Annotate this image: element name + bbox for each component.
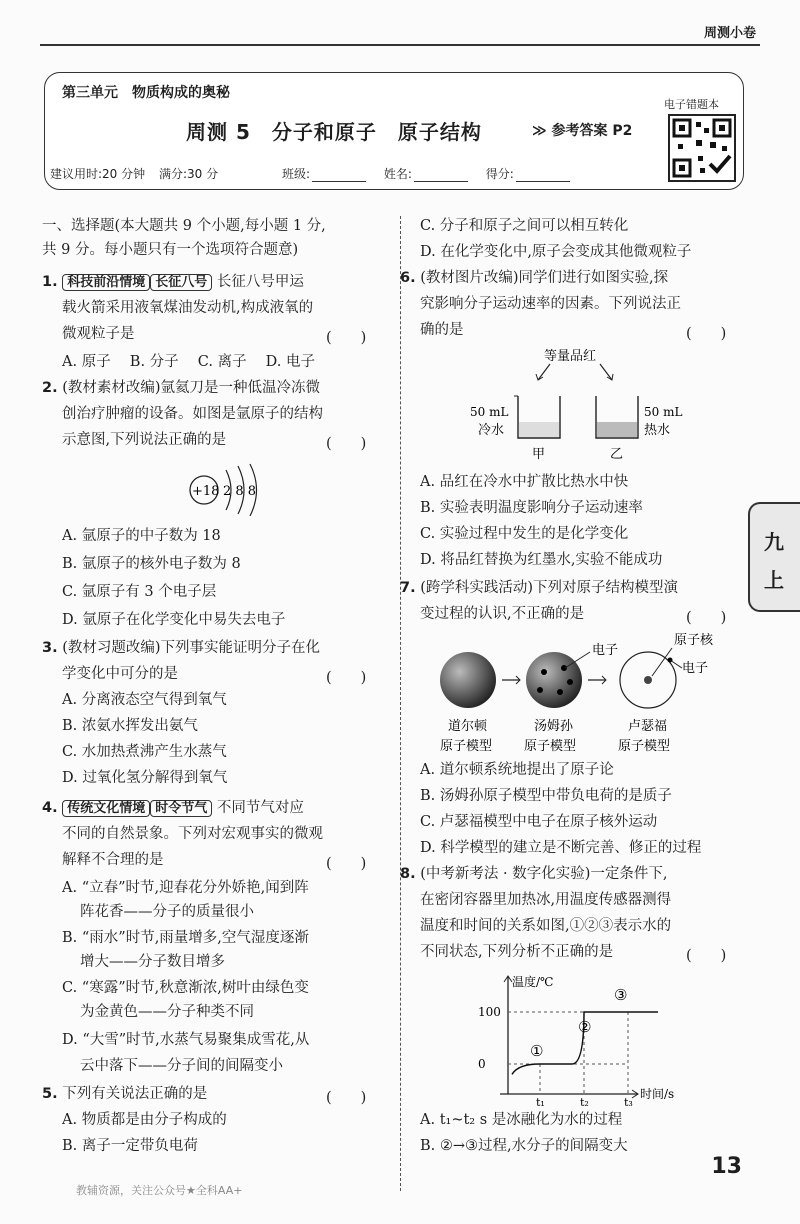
q7-line1: (跨学科实践活动)下列对原子结构模型演: [420, 580, 679, 596]
class-field[interactable]: [312, 170, 366, 182]
q8-option-b[interactable]: B. ②→③过程,水分子的间隔变大: [420, 1138, 628, 1154]
q2-option-d[interactable]: D. 氩原子在化学变化中易失去电子: [62, 612, 286, 628]
q4-option-d-line2: 云中落下——分子间的间隔变小: [80, 1058, 283, 1074]
q3-option-c[interactable]: C. 水加热煮沸产生水蒸气: [62, 744, 227, 760]
q6-number: 6.: [400, 270, 416, 286]
atomic-models-diagram: [420, 628, 720, 756]
q3-answer-blank[interactable]: ( ): [326, 670, 367, 686]
q1-tag-topic: 长征八号: [150, 274, 212, 291]
grade-side-tab: [748, 502, 800, 612]
q7-number: 7.: [400, 580, 416, 596]
dalton-model-label: 原子模型: [440, 739, 493, 754]
q7-option-d[interactable]: D. 科学模型的建立是不断完善、修正的过程: [420, 840, 702, 856]
question-2-line1: [42, 378, 320, 398]
q4-tag-topic: 时令节气: [150, 800, 212, 817]
right-volume-label: 50 mL: [644, 405, 683, 419]
q7-answer-blank[interactable]: ( ): [686, 610, 727, 626]
question-3-line1: [42, 638, 320, 658]
q2-number: 2.: [42, 380, 58, 396]
qr-code-icon[interactable]: [668, 114, 736, 182]
chart-y-tick-label: 100: [478, 1005, 501, 1019]
q3-option-b[interactable]: B. 浓氨水挥发出氨气: [62, 718, 198, 734]
chart-state-marker: ①: [530, 1042, 544, 1060]
q4-number: 4.: [42, 800, 58, 816]
beaker-jia-label: 甲: [532, 447, 546, 462]
q1-options[interactable]: A. 原子 B. 分子 C. 离子 D. 电子: [62, 354, 316, 370]
q1-line2: 载火箭采用液氧煤油发动机,构成液氧的: [62, 300, 314, 316]
q6-option-c[interactable]: C. 实验过程中发生的是化学变化: [420, 526, 629, 542]
q8-line1: (中考新考法 · 数字化实验)一定条件下,: [420, 866, 668, 882]
q8-number: 8.: [400, 866, 416, 882]
unit-title: 第三单元 物质构成的奥秘: [62, 85, 230, 101]
chart-x-label: 时间/s: [640, 1087, 675, 1101]
q4-tag-context: 传统文化情境: [62, 800, 150, 817]
q8-answer-blank[interactable]: ( ): [686, 948, 727, 964]
section-heading-line1: 一、选择题(本大题共 9 个小题,每小题 1 分,: [42, 218, 326, 234]
q8-option-a[interactable]: A. t₁~t₂ s 是冰融化为水的过程: [420, 1112, 623, 1128]
diffusion-experiment-diagram: [470, 346, 700, 466]
q5-answer-blank[interactable]: ( ): [326, 1090, 367, 1106]
points-field[interactable]: [516, 170, 570, 182]
chart-state-marker: ②: [578, 1018, 592, 1036]
q1-line3: 微观粒子是: [62, 326, 135, 342]
q2-line2: 创治疗肿瘤的设备。如图是氩原子的结构: [62, 406, 323, 422]
question-7-line1: [400, 578, 678, 598]
q7-option-a[interactable]: A. 道尔顿系统地提出了原子论: [420, 762, 614, 778]
q6-answer-blank[interactable]: ( ): [686, 326, 727, 342]
name-field[interactable]: [414, 170, 468, 182]
cold-water-label: 冷水: [478, 423, 505, 438]
q5-option-b[interactable]: B. 离子一定带负电荷: [62, 1138, 198, 1154]
q6-option-b[interactable]: B. 实验表明温度影响分子运动速率: [420, 500, 643, 516]
q4-option-c-line2: 为金黄色——分子种类不同: [80, 1004, 254, 1020]
argon-nucleus-label: +18: [192, 484, 220, 499]
class-label: 班级:: [281, 167, 310, 181]
q1-line1: 长征八号甲运: [216, 274, 304, 290]
dalton-label: 道尔顿: [448, 719, 488, 734]
q2-option-b[interactable]: B. 氩原子的核外电子数为 8: [62, 556, 241, 572]
hot-water-label: 热水: [644, 423, 671, 438]
chart-y-tick-label: 0: [478, 1057, 486, 1071]
chart-x-tick-label: t₁: [536, 1096, 545, 1106]
q4-option-a-line2: 阵花香——分子的质量很小: [80, 904, 254, 920]
nucleus-label: 原子核: [674, 633, 714, 648]
q2-option-c[interactable]: C. 氩原子有 3 个电子层: [62, 584, 217, 600]
left-volume-label: 50 mL: [470, 405, 509, 419]
thomson-model-label: 原子模型: [524, 739, 577, 754]
q6-option-d[interactable]: D. 将品红替换为红墨水,实验不能成功: [420, 552, 663, 568]
chart-x-tick-label: t₂: [580, 1096, 589, 1106]
footer-watermark: 教辅资源，关注公众号★全科AA+: [76, 1184, 243, 1197]
dye-label: 等量品红: [544, 349, 597, 364]
rutherford-electron-label: 电子: [682, 661, 709, 676]
q4-line2: 不同的自然景象。下列对宏观事实的微观: [62, 826, 323, 842]
q4-line1: 不同节气对应: [216, 800, 304, 816]
q5-number: 5.: [42, 1086, 58, 1102]
test-title: 周测 5 分子和原子 原子结构: [186, 120, 482, 144]
q6-line1: (教材图片改编)同学们进行如图实验,探: [420, 270, 669, 286]
q5-option-c[interactable]: C. 分子和原子之间可以相互转化: [420, 218, 629, 234]
rutherford-label: 卢瑟福: [628, 719, 668, 734]
chart-state-marker: ③: [614, 986, 628, 1004]
side-tab-char-2: 上: [764, 568, 784, 592]
q4-option-a-line1[interactable]: A. “立春”时节,迎春花分外娇艳,闻到阵: [62, 880, 309, 896]
q4-option-c-line1[interactable]: C. “寒露”时节,秋意渐浓,树叶由绿色变: [62, 980, 309, 996]
time-label: 建议用时:20 分钟: [50, 167, 146, 181]
q4-line3: 解释不合理的是: [62, 852, 164, 868]
temperature-time-chart: [468, 966, 708, 1106]
top-tag: 周测小卷: [703, 26, 756, 41]
q6-option-a[interactable]: A. 品红在冷水中扩散比热水中快: [420, 474, 629, 490]
argon-atom-diagram: [186, 456, 276, 516]
rutherford-model-label: 原子模型: [618, 739, 671, 754]
q3-line2: 学变化中可分的是: [62, 666, 178, 682]
question-4: [42, 798, 304, 819]
thomson-label: 汤姆孙: [534, 719, 574, 734]
q4-option-b-line2: 增大——分子数目增多: [80, 954, 225, 970]
answer-reference: ≫ 参考答案 P2: [532, 123, 633, 139]
argon-shell-numbers: 2 8 8: [223, 484, 257, 499]
q1-answer-blank[interactable]: ( ): [326, 330, 367, 346]
name-label: 姓名:: [383, 167, 412, 181]
q6-line2: 究影响分子运动速率的因素。下列说法正: [420, 296, 681, 312]
q2-line3: 示意图,下列说法正确的是: [62, 432, 227, 448]
q6-line3: 确的是: [420, 322, 464, 338]
q5-option-a[interactable]: A. 物质都是由分子构成的: [62, 1112, 227, 1128]
q8-line2: 在密闭容器里加热冰,用温度传感器测得: [420, 892, 672, 908]
q7-option-c[interactable]: C. 卢瑟福模型中电子在原子核外运动: [420, 814, 658, 830]
q4-option-d-line1[interactable]: D. “大雪”时节,水蒸气易聚集成雪花,从: [62, 1032, 310, 1048]
section-heading-line2: 共 9 分。每小题只有一个选项符合题意): [42, 242, 299, 258]
q3-line1: (教材习题改编)下列事实能证明分子在化: [62, 640, 321, 656]
info-line: [50, 165, 584, 182]
ebook-label: 电子错题本: [664, 98, 719, 111]
q1-number: 1.: [42, 274, 58, 290]
question-8-line1: [400, 864, 667, 884]
top-rule: [40, 44, 760, 46]
thomson-electron-label: 电子: [592, 643, 619, 658]
q4-option-b-line1[interactable]: B. “雨水”时节,雨量增多,空气湿度逐渐: [62, 930, 309, 946]
q7-option-b[interactable]: B. 汤姆孙原子模型中带负电荷的是质子: [420, 788, 672, 804]
question-6-line1: [400, 268, 668, 288]
chart-x-tick-label: t₃: [624, 1096, 633, 1106]
q3-option-a[interactable]: A. 分离液态空气得到氧气: [62, 692, 227, 708]
points-label: 得分:: [485, 167, 514, 181]
q2-option-a[interactable]: A. 氩原子的中子数为 18: [62, 528, 221, 544]
q8-line3: 温度和时间的关系如图,①②③表示水的: [420, 918, 672, 934]
score-label: 满分:30 分: [158, 167, 219, 181]
q3-number: 3.: [42, 640, 58, 656]
side-tab-char-1: 九: [764, 530, 784, 554]
q5-option-d[interactable]: D. 在化学变化中,原子会变成其他微观粒子: [420, 244, 692, 260]
q3-option-d[interactable]: D. 过氧化氢分解得到氧气: [62, 770, 228, 786]
question-1: [42, 272, 304, 293]
q8-line4: 不同状态,下列分析不正确的是: [420, 944, 614, 960]
q7-line2: 变过程的认识,不正确的是: [420, 606, 585, 622]
page-number: 13: [711, 1154, 742, 1179]
q2-answer-blank[interactable]: ( ): [326, 436, 367, 452]
q4-answer-blank[interactable]: ( ): [326, 856, 367, 872]
chart-y-label: 温度/℃: [512, 975, 554, 989]
beaker-yi-label: 乙: [610, 447, 624, 462]
q5-line1: 下列有关说法正确的是: [62, 1086, 208, 1102]
q1-tag-context: 科技前沿情境: [62, 274, 150, 291]
column-divider: [400, 216, 401, 1191]
question-5-line1: [42, 1084, 207, 1104]
q2-line1: (教材素材改编)氩氦刀是一种低温冷冻微: [62, 380, 321, 396]
